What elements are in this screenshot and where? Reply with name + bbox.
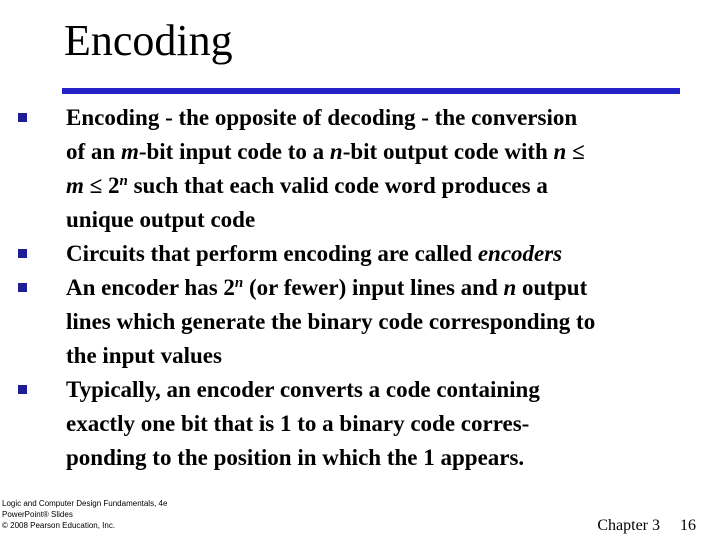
bullet-line: $m \le 2^n$ such that each valid code word produces a xyxy=(66,173,548,198)
bullet-line: Encoding - the opposite of decoding - the conversion xyxy=(66,105,578,130)
bullet-item-encoders xyxy=(12,237,716,271)
bullet-line: unique output code xyxy=(66,207,256,232)
bullet-line: Typically, an encoder converts a code containing xyxy=(66,377,540,402)
bullet-line: exactly one bit that is 1 to a binary code corres- xyxy=(66,411,530,436)
bullet-line: the input values xyxy=(66,343,222,368)
bullet-item-input-lines xyxy=(12,271,716,373)
square-bullet-icon xyxy=(18,113,27,122)
square-bullet-icon xyxy=(18,385,27,394)
title-underline xyxy=(62,88,680,94)
square-bullet-icon xyxy=(18,283,27,292)
bullet-line: of an m-bit input code to a n-bit output code with n ≤ xyxy=(66,139,585,164)
footer-slides-label: PowerPoint® Slides xyxy=(2,510,73,519)
square-bullet-icon xyxy=(18,249,27,258)
slide-title: Encoding xyxy=(64,16,233,65)
bullet-line: lines which generate the binary code corresponding to xyxy=(66,309,596,334)
bullet-line: An encoder has 2$^n$ (or fewer) input lines and n output xyxy=(66,275,588,300)
footer-copyright: © 2008 Pearson Education, Inc. xyxy=(2,521,116,530)
bullet-list xyxy=(12,101,716,475)
footer-book-title: Logic and Computer Design Fundamentals, 4e xyxy=(2,499,168,508)
copyright-footer xyxy=(2,498,167,531)
bullet-item-encoding-definition xyxy=(12,101,716,237)
chapter-label: Chapter 3 xyxy=(597,517,660,534)
bullet-item-typical-encoder xyxy=(12,373,716,475)
slide-footer-info xyxy=(597,516,696,536)
bullet-line: ponding to the position in which the 1 appears. xyxy=(66,445,525,470)
bullet-line: Circuits that perform encoding are called encoders xyxy=(66,241,563,266)
page-number: 16 xyxy=(680,517,696,534)
